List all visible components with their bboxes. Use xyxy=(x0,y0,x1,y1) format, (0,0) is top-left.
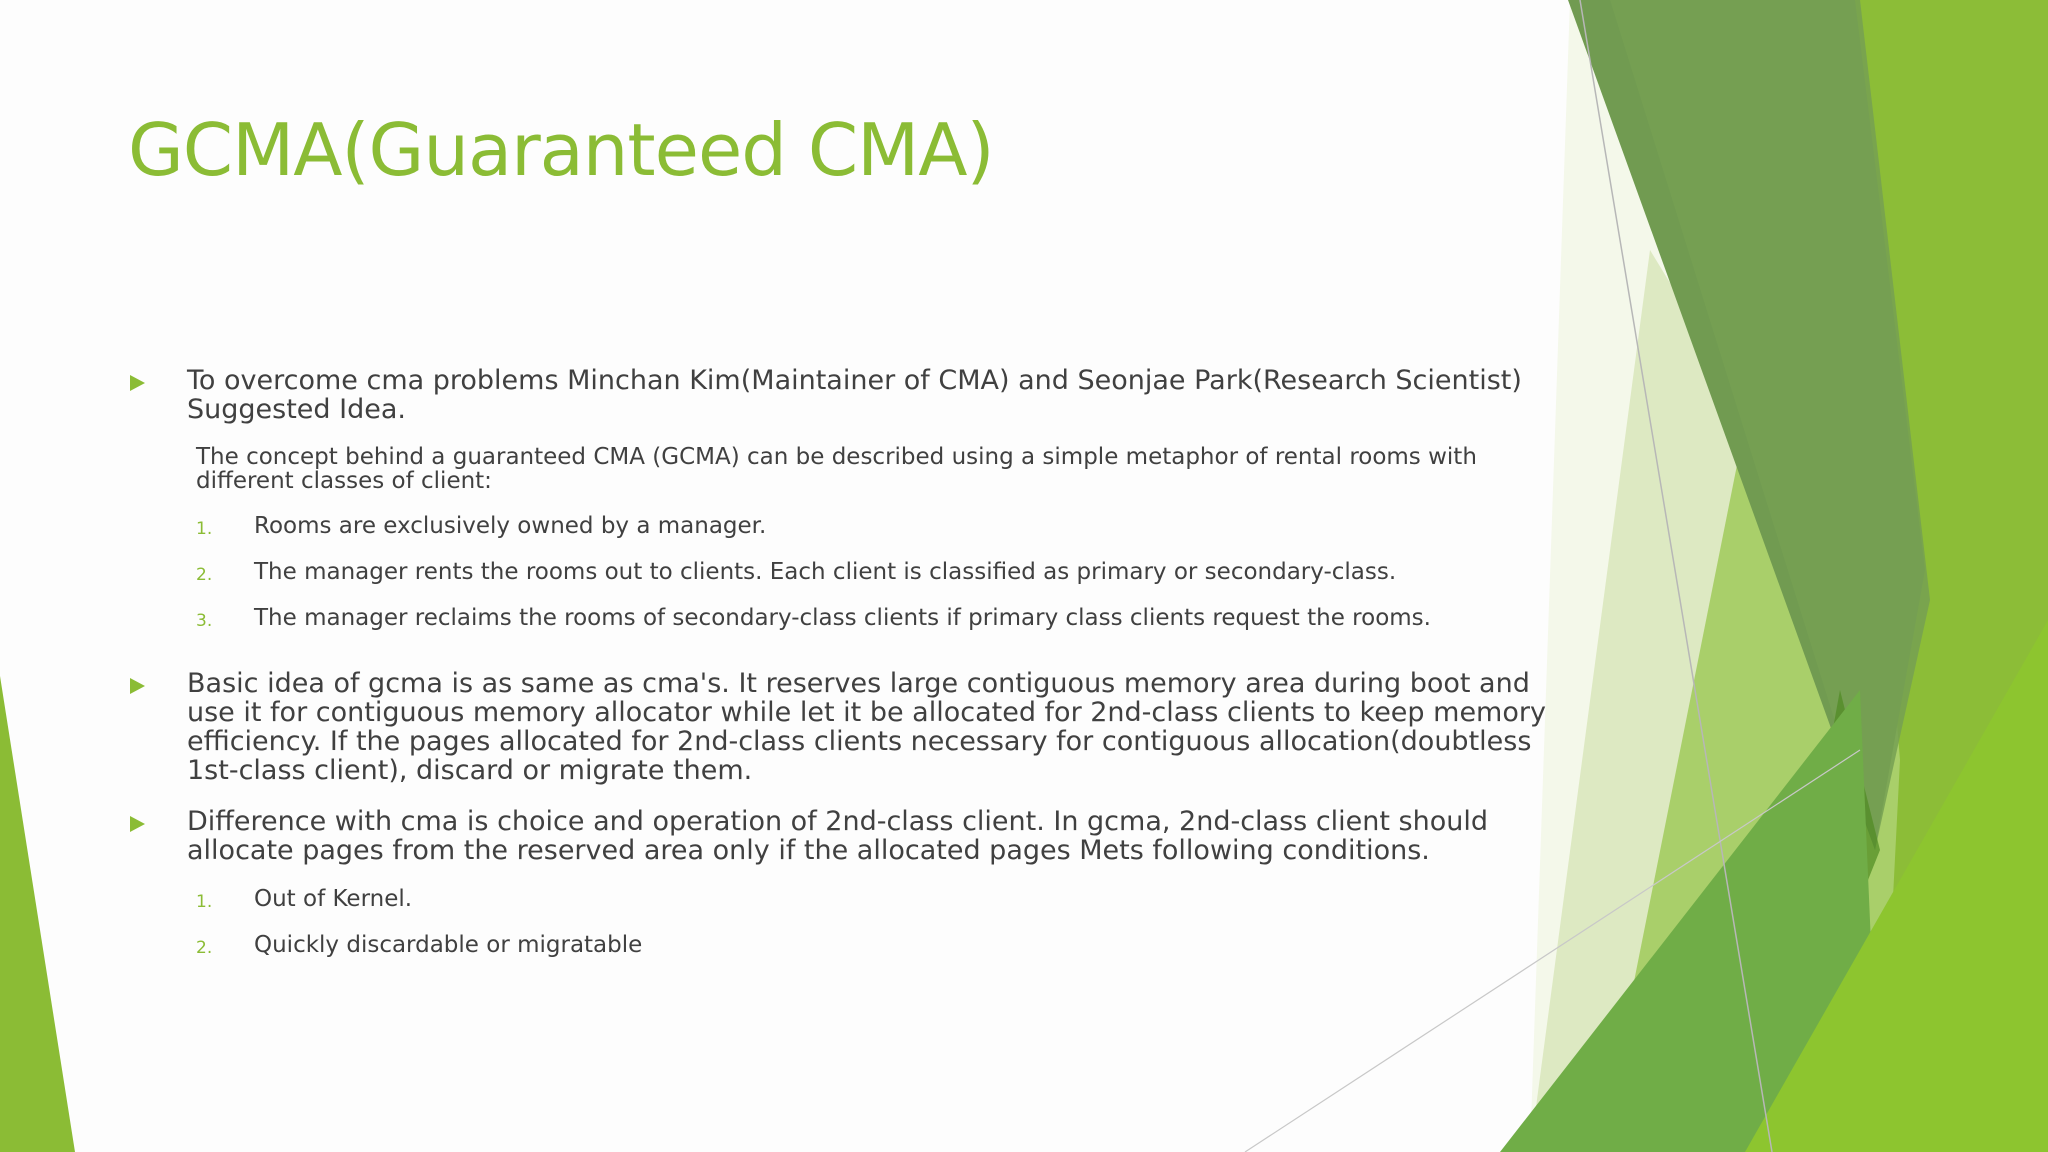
list-item-text: Quickly discardable or migratable xyxy=(254,932,643,958)
list-number: 1. xyxy=(196,892,213,912)
bullet-text: Basic idea of gcma is as same as cma's. It reserves large contiguous memory area during boot and use it for contiguous memory allocator while let it be allocated for 2nd-class clients to keep memory efficiency. If the pages allocated for 2nd-class clients necessary for contiguous allocation(doubtless 1st-class client), discard or migrate them. xyxy=(187,668,1546,786)
triangle-bullet-icon xyxy=(130,816,145,832)
list-number: 2. xyxy=(196,938,213,958)
left-green-wedge xyxy=(0,676,75,1152)
numbered-list-item xyxy=(128,513,1558,559)
bullet-text: Difference with cma is choice and operation of 2nd-class client. In gcma, 2nd-class client should allocate pages from the reserved area only if the allocated pages Mets following conditions. xyxy=(187,806,1489,866)
triangle-bullet-icon xyxy=(130,678,145,694)
numbered-list-item xyxy=(128,932,1558,978)
bullet-item xyxy=(128,807,1558,865)
list-item-text: The manager reclaims the rooms of secondary-class clients if primary class clients request the rooms. xyxy=(254,605,1431,631)
list-number: 3. xyxy=(196,611,213,631)
triangle-bullet-icon xyxy=(130,375,145,391)
bullet-item xyxy=(128,366,1558,424)
list-item-text: Out of Kernel. xyxy=(254,886,413,912)
numbered-list-item xyxy=(128,886,1558,932)
list-number: 1. xyxy=(196,519,213,539)
numbered-list-item xyxy=(128,605,1558,651)
bullet-item xyxy=(128,669,1558,785)
slide-title: GCMA(Guaranteed CMA) xyxy=(128,108,994,192)
list-item-text: Rooms are exclusively owned by a manager. xyxy=(254,513,767,539)
numbered-list-item xyxy=(128,559,1558,605)
list-item-text: The manager rents the rooms out to clients. Each client is classified as primary or secondary-class. xyxy=(254,559,1397,585)
sub-paragraph: The concept behind a guaranteed CMA (GCMA) can be described using a simple metaphor of rental rooms with different classes of client: xyxy=(196,444,1477,494)
list-number: 2. xyxy=(196,565,213,585)
bullet-text: To overcome cma problems Minchan Kim(Maintainer of CMA) and Seonjae Park(Research Scientist) Suggested Idea. xyxy=(187,365,1522,425)
slide-content xyxy=(128,366,1558,978)
